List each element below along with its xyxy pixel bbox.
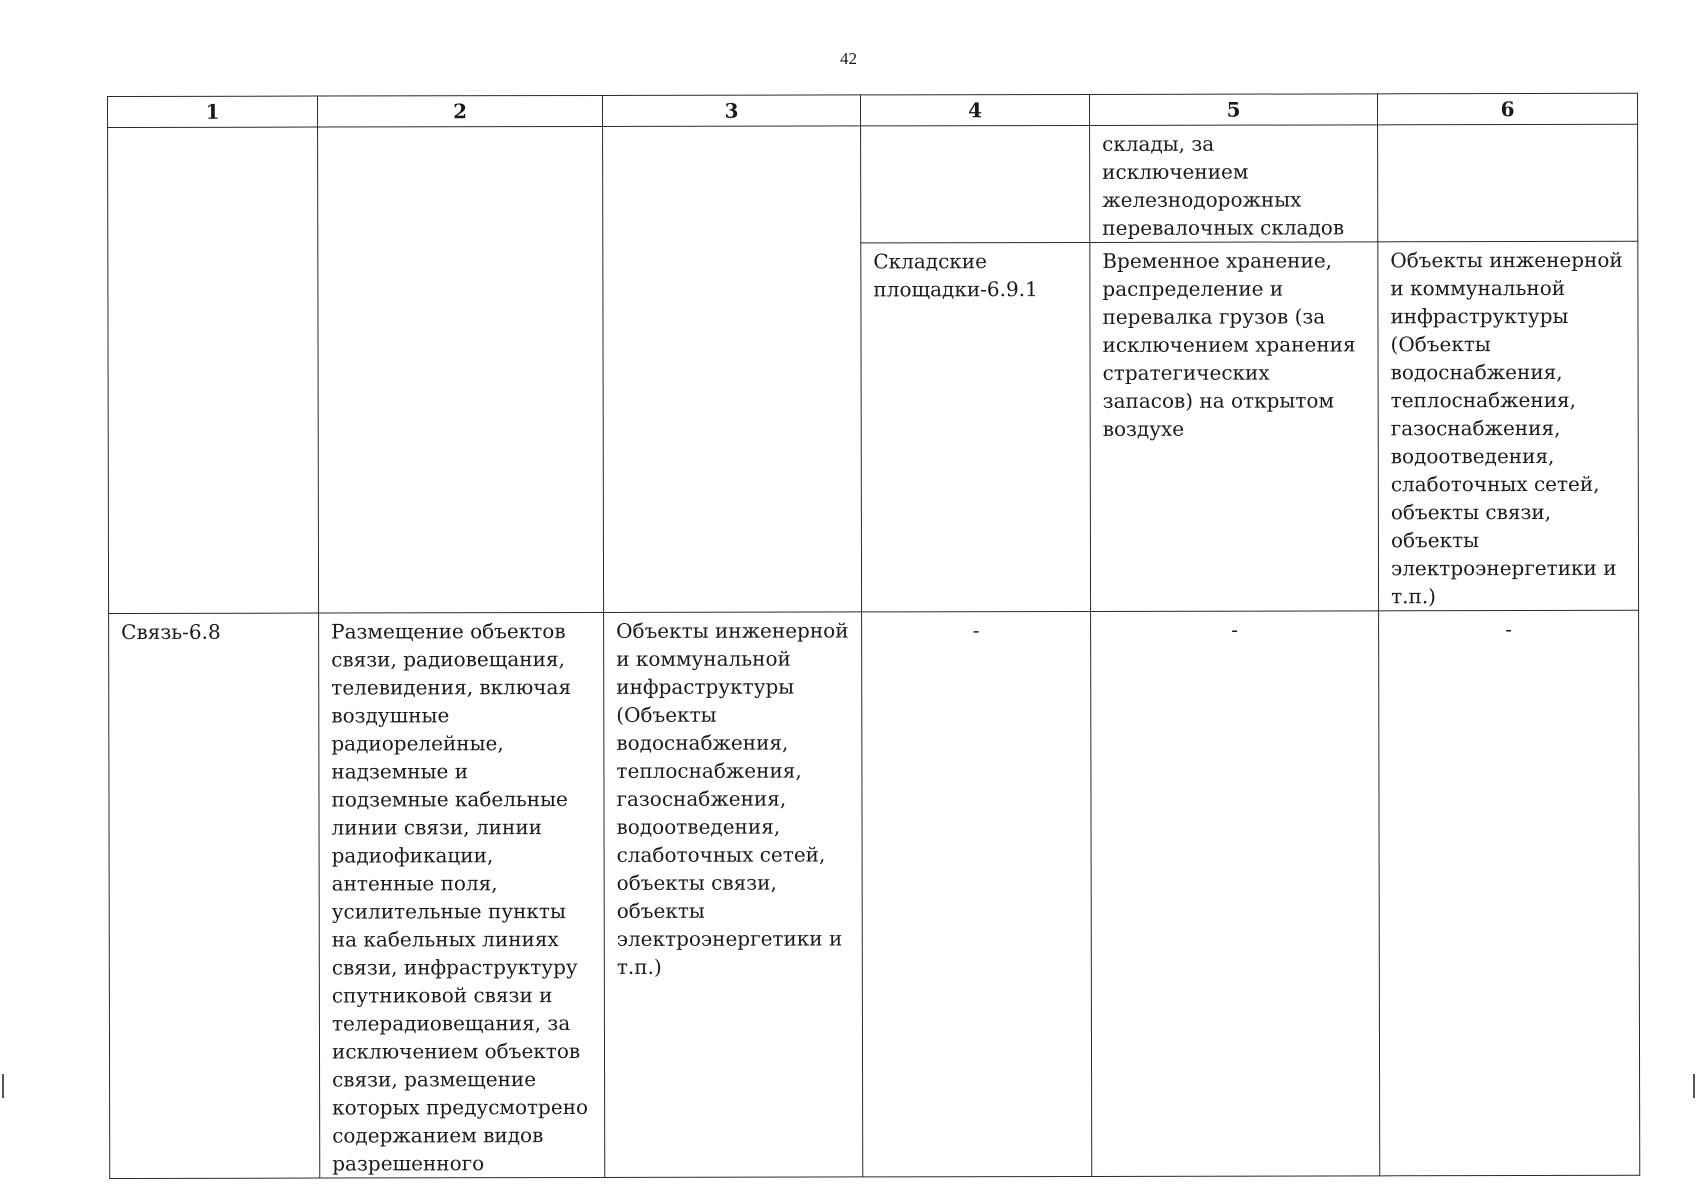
- column-header-6: 6: [1377, 93, 1637, 125]
- column-header-1: 1: [108, 96, 318, 127]
- cell-storage-sites-infrastructure: Объекты инженерной и коммунальной инфраструктуры (Объекты водоснабжения, теплоснабжения, газоснабжения, водоотведения, слаботочных сетей, объекты связи, объекты электроэнергетики и т.п.): [1378, 241, 1639, 611]
- cell-communication-description: Размещение объектов связи, радиовещания, телевидения, включая воздушные радиорелейные, надземные и подземные кабельные линии связи, линии радиофикации, антенные поля, усилительные пункты на кабельных линиях связи, инфраструктуру спутниковой связи и телерадиовещания, за исключением объектов связи, размещение которых предусмотрено содержанием видов разрешенного: [319, 612, 605, 1178]
- cell-storage-sites-description: Временное хранение, распределение и перевалка грузов (за исключением хранения стратегических запасов) на открытом воздухе: [1090, 242, 1379, 612]
- scan-edge-mark-left: [2, 1074, 4, 1098]
- table-row: [109, 610, 1640, 1178]
- table-row: [108, 124, 1638, 244]
- scan-edge-mark-right: [1693, 1074, 1695, 1098]
- cell-communication-col6: -: [1379, 610, 1640, 1176]
- column-header-2: 2: [318, 95, 603, 127]
- cell-communication-infrastructure: Объекты инженерной и коммунальной инфраструктуры (Объекты водоснабжения, теплоснабжения, газоснабжения, водоотведения, слаботочных сетей, объекты связи, объекты электроэнергетики и т.п.): [604, 612, 863, 1178]
- cell-continuation-col2: [318, 126, 604, 613]
- column-header-5: 5: [1089, 94, 1377, 126]
- cell-continuation-col4: [861, 125, 1090, 242]
- cell-communication-col4: -: [862, 611, 1092, 1176]
- column-header-4: 4: [860, 94, 1089, 125]
- cell-communication-name: Связь-6.8: [109, 613, 320, 1178]
- cell-continuation-col1: [108, 127, 319, 613]
- cell-communication-col5: -: [1091, 611, 1380, 1177]
- cell-storage-sites-name: Складские площадки-6.9.1: [861, 242, 1091, 611]
- cell-continuation-col3: [603, 126, 862, 613]
- column-header-3: 3: [602, 95, 860, 127]
- land-use-table: [107, 93, 1640, 1179]
- page-number: 42: [840, 49, 857, 68]
- cell-warehouses-text: склады, за исключением железнодорожных перевалочных складов: [1090, 125, 1378, 243]
- cell-continuation-col6: [1378, 124, 1638, 242]
- header-row: [108, 93, 1638, 127]
